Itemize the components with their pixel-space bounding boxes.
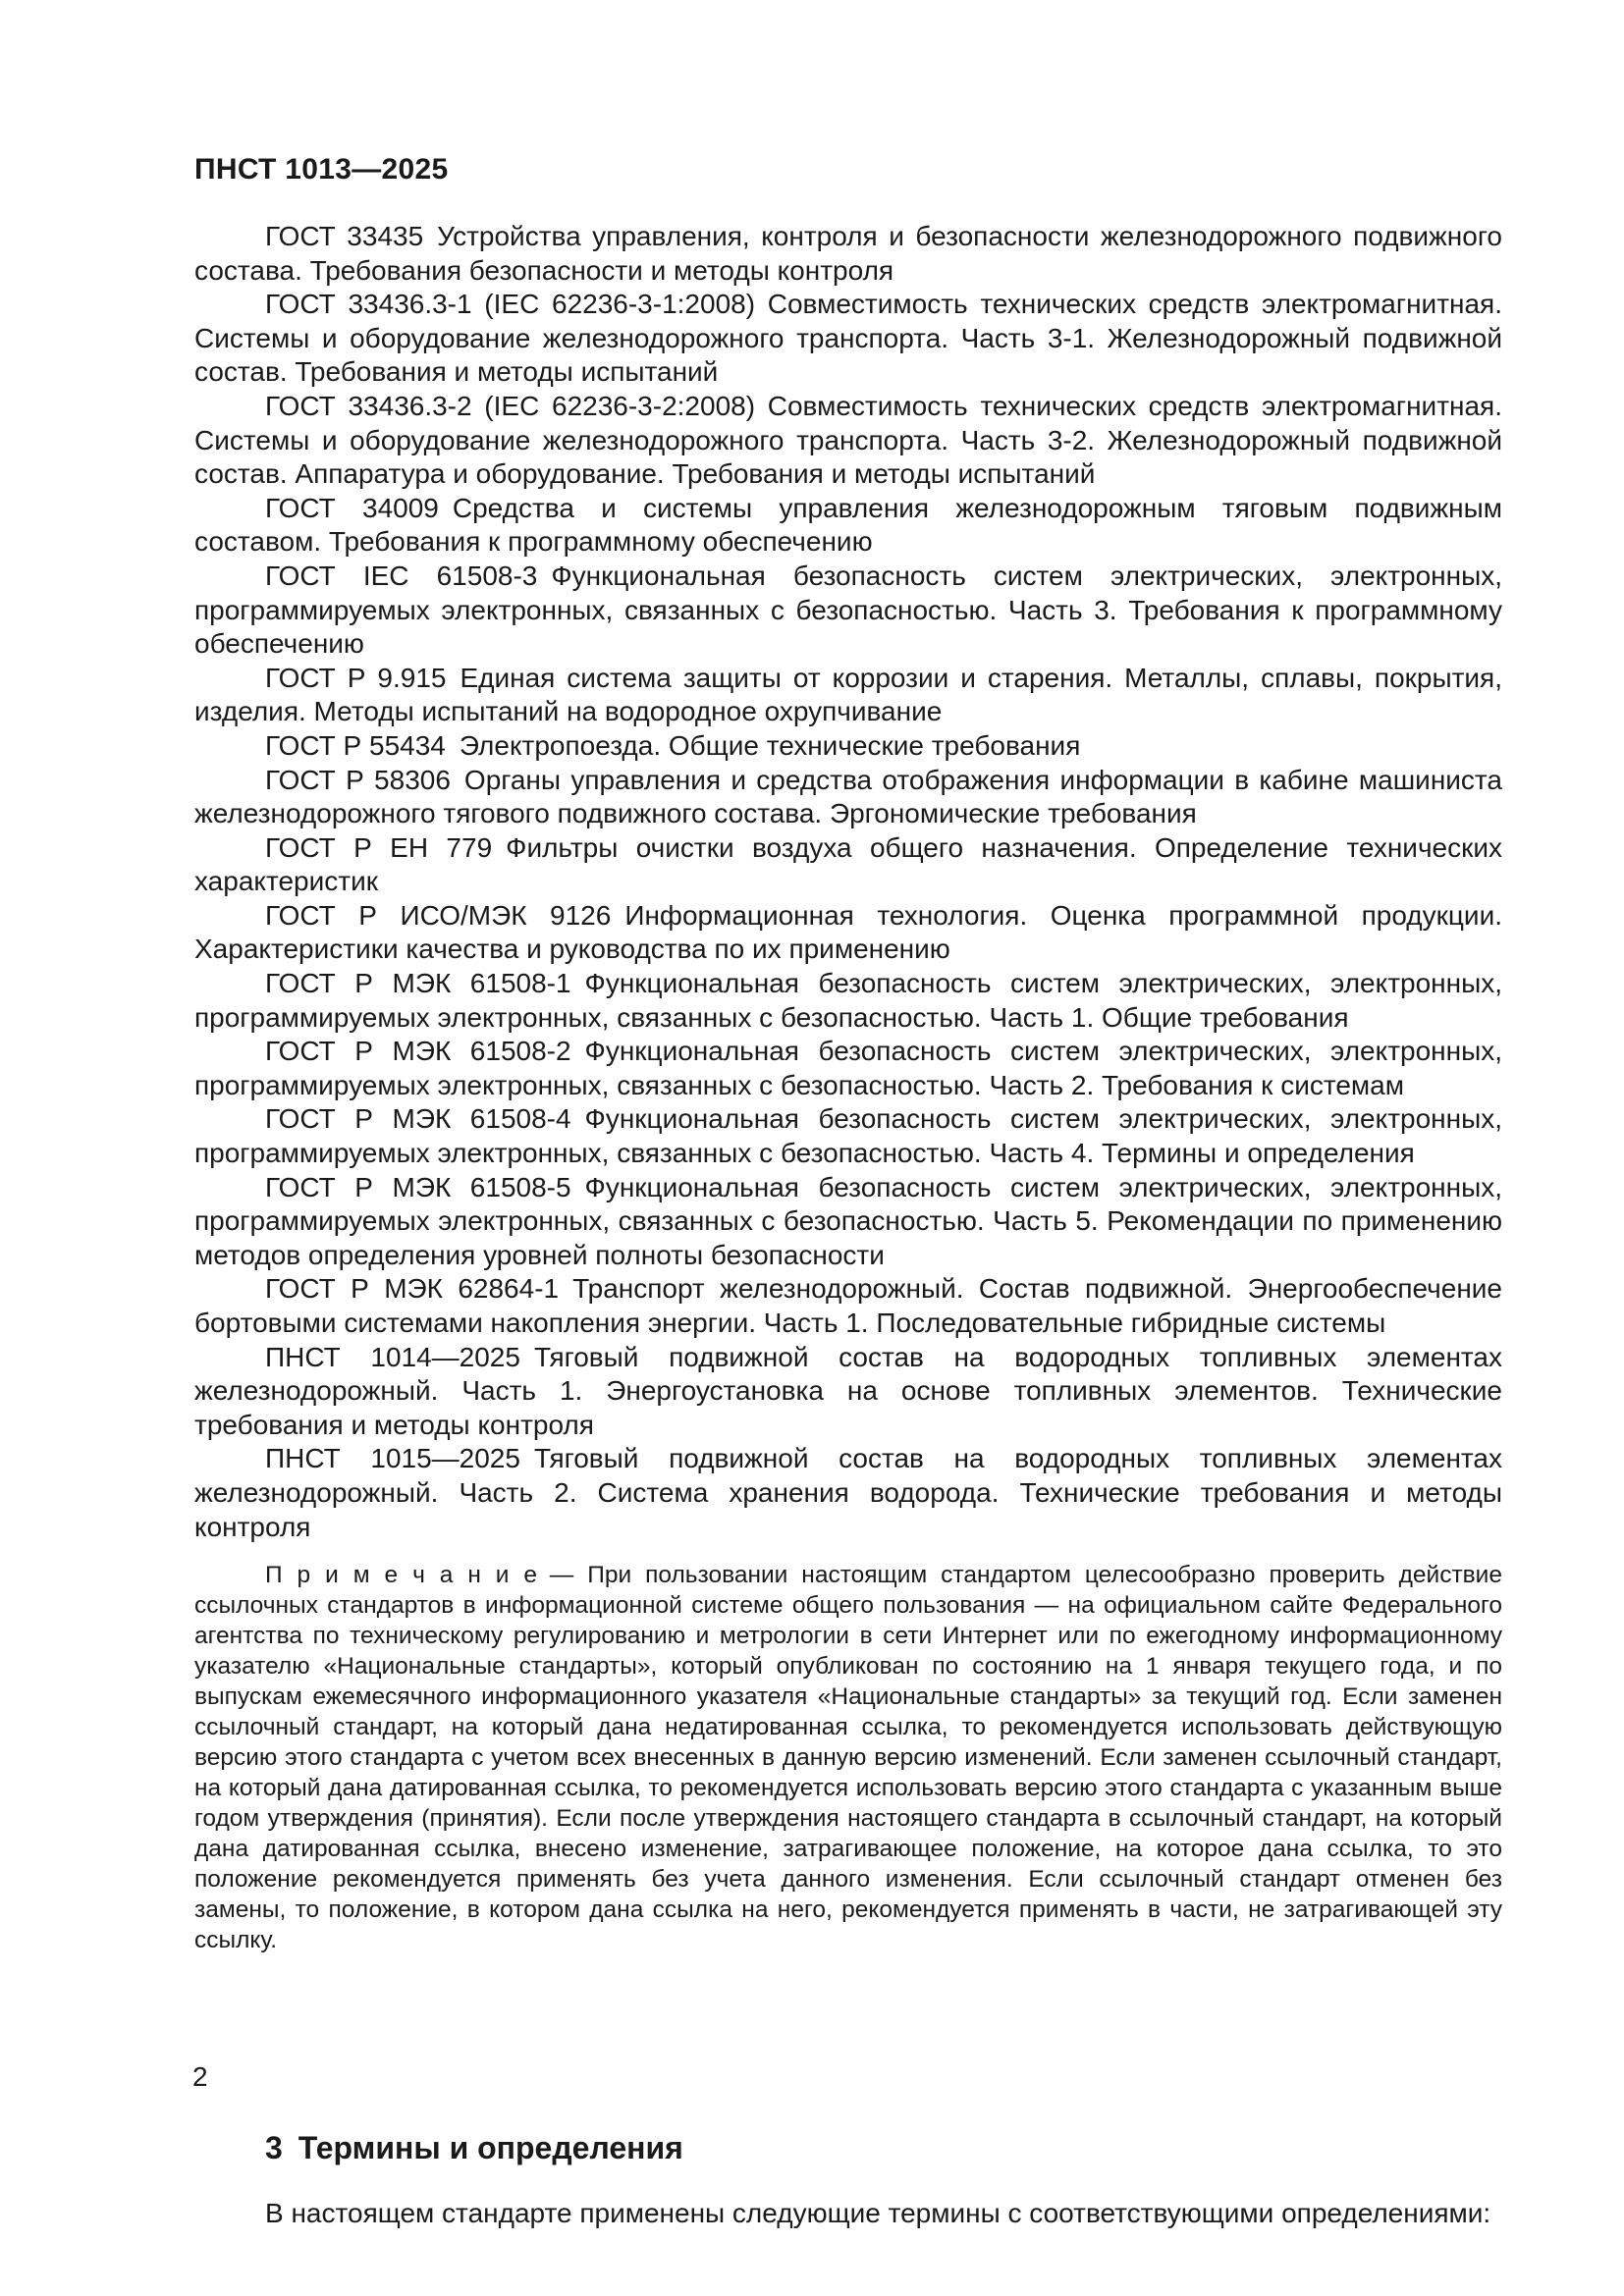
reference-item: ГОСТ 33436.3-1 (IEC 62236-3-1:2008) Совместимость технических средств электромагнитная. Системы и оборудование железнодорожного транспорта. Часть 3-1. Железнодорожный подвижной состав. Требования и методы испытаний (194, 289, 1502, 388)
note-label: П р и м е ч а н и е (265, 1562, 538, 1589)
reference-item: ГОСТ Р МЭК 61508-1 Функциональная безопасность систем электрических, электронных, программируемых электронных, связанных с безопасностью. Часть 1. Общие требования (194, 968, 1502, 1033)
note-paragraph (194, 1560, 1502, 1955)
reference-item: ГОСТ 34009 Средства и системы управления железнодорожным тяговым подвижным составом. Требования к программному обеспечению (194, 492, 1502, 558)
references-list (194, 220, 1502, 1544)
reference-item: ГОСТ Р ИСО/МЭК 9126 Информационная технология. Оценка программной продукции. Характеристики качества и руководства по их применению (194, 899, 1502, 965)
reference-item: ПНСТ 1014—2025 Тяговый подвижной состав на водородных топливных элементах железнодорожный. Часть 1. Энергоустановка на основе топливных элементов. Технические требования и методы контроля (194, 1341, 1502, 1440)
reference-item: ГОСТ Р МЭК 61508-2 Функциональная безопасность систем электрических, электронных, программируемых электронных, связанных с безопасностью. Часть 2. Требования к системам (194, 1036, 1502, 1100)
page-header-designation: ПНСТ 1013—2025 (194, 153, 449, 186)
reference-item: ГОСТ Р МЭК 61508-5 Функциональная безопасность систем электрических, электронных, программируемых электронных, связанных с безопасностью. Часть 5. Рекомендации по применению методов определения уровней полноты безопасности (194, 1171, 1502, 1270)
note-text: — При пользовании настоящим стандартом целесообразно проверить действие ссылочных стандартов в информационной системе общего пользования — на официальном сайте Федерального агентства по техническому регулированию и метрологии в сети Интернет или по ежегодному информационному указателю «Национальные стандарты», который опубликован по состоянию на 1 января текущего года, и по выпускам ежемесячного информационного указателя «Национальные стандарты» за текущий год. Если заменен ссылочный стандарт, на который дана недатированная ссылка, то рекомендуется использовать действующую версию этого стандарта с учетом всех внесенных в данную версию изменений. Если заменен ссылочный стандарт, на который дана датированная ссылка, то рекомендуется использовать версию этого стандарта с указанным выше годом утверждения (принятия). Если после утверждения настоящего стандарта в ссылочный стандарт, на который дана датированная ссылка, внесено изменение, затрагивающее положение, на которое дана ссылка, то это положение рекомендуется применять без учета данного изменения. Если ссылочный стандарт отменен без замены, то положение, в котором дана ссылка на него, рекомендуется применять в части, не затрагивающей эту ссылку. (194, 1562, 1502, 1954)
reference-item: ГОСТ Р МЭК 61508-4 Функциональная безопасность систем электрических, электронных, программируемых электронных, связанных с безопасностью. Часть 4. Термины и определения (194, 1103, 1502, 1169)
reference-item: ГОСТ IEC 61508-3 Функциональная безопасность систем электрических, электронных, программируемых электронных, связанных с безопасностью. Часть 3. Требования к программному обеспечению (194, 560, 1502, 660)
reference-item: ГОСТ Р 55434 Электропоезда. Общие технические требования (265, 729, 1081, 761)
reference-item: ГОСТ Р 9.915 Единая система защиты от коррозии и старения. Металлы, сплавы, покрытия, изделия. Методы испытаний на водородное охрупчивание (194, 662, 1502, 727)
content-area (194, 220, 1502, 2231)
reference-item: ГОСТ 33435 Устройства управления, контроля и безопасности железнодорожного подвижного состава. Требования безопасности и методы контроля (194, 221, 1502, 286)
page-number: 2 (192, 2061, 208, 2092)
reference-item: ГОСТ Р ЕН 779 Фильтры очистки воздуха общего назначения. Определение технических характеристик (194, 831, 1502, 897)
section-intro-paragraph: В настоящем стандарте применены следующие термины с соответствующими определениями: (265, 2198, 1491, 2229)
reference-item: ГОСТ 33436.3-2 (IEC 62236-3-2:2008) Совместимость технических средств электромагнитная. Системы и оборудование железнодорожного транспорта. Часть 3-2. Железнодорожный подвижной состав. Аппаратура и оборудование. Требования и методы испытаний (194, 390, 1502, 490)
reference-item: ПНСТ 1015—2025 Тяговый подвижной состав на водородных топливных элементах железнодорожный. Часть 2. Система хранения водорода. Технические требования и методы контроля (194, 1443, 1502, 1542)
reference-item: ГОСТ Р МЭК 62864-1 Транспорт железнодорожный. Состав подвижной. Энергообеспечение бортовыми системами накопления энергии. Часть 1. Последовательные гибридные системы (194, 1273, 1502, 1338)
reference-item: ГОСТ Р 58306 Органы управления и средства отображения информации в кабине машиниста железнодорожного тягового подвижного состава. Эргономические требования (194, 764, 1502, 829)
section-heading: 3 Термины и определения (265, 2130, 683, 2166)
